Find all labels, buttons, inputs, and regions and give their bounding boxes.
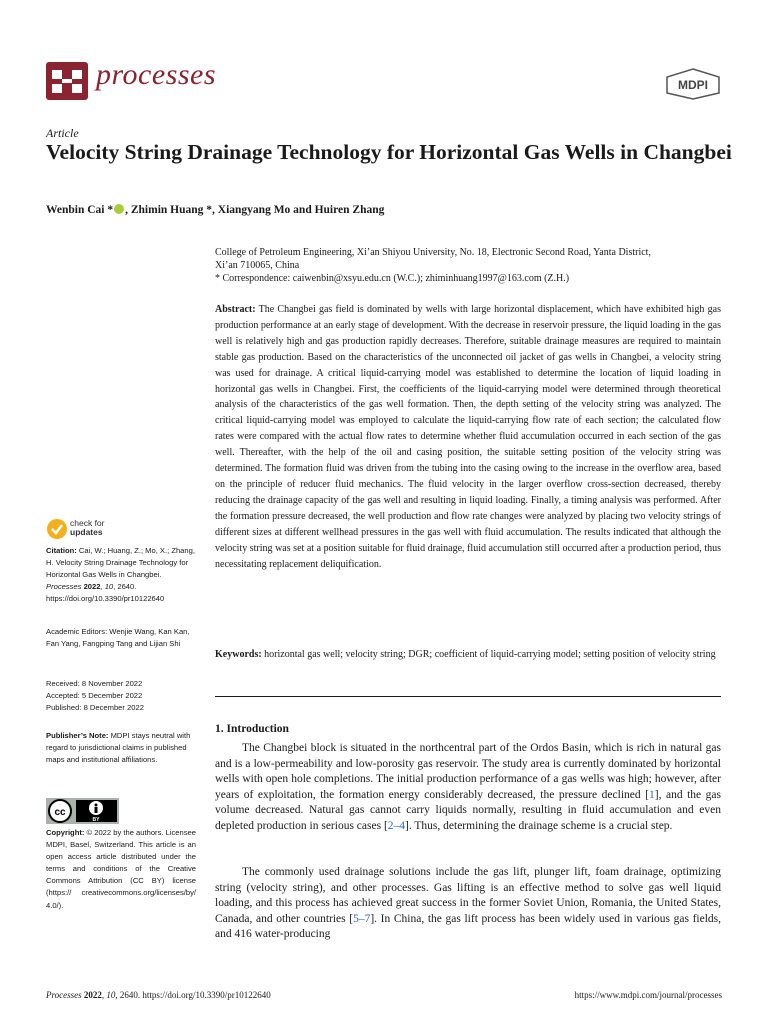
intro-p1-text-c: ]. Thus, determining the drainage scheme is a crucial step. xyxy=(405,819,673,832)
ref-link-1[interactable]: 1 xyxy=(648,788,655,801)
footer-journal: Processes xyxy=(46,990,82,1000)
copyright-label: Copyright: xyxy=(46,828,85,837)
abstract xyxy=(215,302,721,572)
citation-year: 2022 xyxy=(81,582,101,592)
publisher-note-text: MDPI stays neutral with regard to jurisdictional claims in published maps and institutional affiliations. xyxy=(46,731,191,765)
abstract-label: Abstract: xyxy=(215,304,256,315)
ref-link-5-7[interactable]: 5–7 xyxy=(353,912,371,925)
journal-name: processes xyxy=(96,58,217,91)
footer-volume: , 10 xyxy=(101,990,116,1000)
publisher-note-label: Publisher’s Note: xyxy=(46,731,109,740)
copyright-notice xyxy=(46,827,196,912)
intro-heading: 1. Introduction xyxy=(215,723,289,735)
cc-by-license-icon[interactable] xyxy=(46,798,119,824)
intro-p1-text-a: The Changbei block is situated in the northcentral part of the Ordos Basin, which is rich in natural gas and is a low-permeability and low-porosity gas reservoir. The study area is currently dominated by horizontal wells with open hole completions. The initial production performance of a gas wells was high; however, after years of exploitation, the formation energy considerably decreased, the pressure declined [ xyxy=(215,742,721,801)
svg-text:cc: cc xyxy=(54,807,66,818)
cc-by-label: BY xyxy=(92,817,100,823)
intro-p1-text-b: ], and the gas volume decreased. Natural gas cannot carry liquids normally, resulting in fluid accumulation and even depleted production in serious cases [ xyxy=(215,788,721,832)
ref-link-2-4[interactable]: 2–4 xyxy=(387,819,406,832)
abstract-text: The Changbei gas field is dominated by wells with large horizontal displacement, which have exhibited high gas production performance at an early stage of development. With the decrease in reservoir pressure, the liquid loading in the gas well is relatively high and gas production rapidly decreases. Therefore, suitable drainage measures are required to maintain stable gas production. Based on the characteristics of the unconnected oil jacket of gas wells in Changbei, a velocity string was used for drainage. A critical liquid-carrying model was established to determine the location of liquid loading in horizontal gas wells in Changbei. First, the coefficients of the liquid-carrying model were determined through theoretical analysis of the characteristics of the gas well formation. Then, the depth setting of the velocity string was analyzed. The critical liquid-carrying model was employed to calculate the liquid-carrying flow rate of each section; the calculated flow rates were compared with the actual flow rates to determine whether fluid accumulation occurred in each section of the gas well. Thereafter, with the help of the oil and casing position, the suitable setting position of the velocity string was determined. The formation fluid was driven from the tubing into the casing owing to the increase in the overflow area, based on the principle of reducer fluid mechanics. The fluid velocity in the larger overflow cross-section decreased, thereby reducing the drainage capacity of the gas well and resulting in liquid loading. Finally, a timing analysis was performed. After the formation pressure decreased, the well production and flow rate changes were analyzed by placing two velocity strings of different sizes at different wellhead pressures in the gas well with fluid accumulation. The results indicated that although the velocity string was set at a position suitable for fluid drainage, fluid accumulation still occurred after a production period, thus necessitating replacement deliquification. xyxy=(215,304,721,570)
check-updates-line-2: updates xyxy=(70,527,103,537)
copyright-text: © 2022 by the authors. Licensee MDPI, Basel, Switzerland. This article is an open access article distributed under the terms and conditions of the Creative Commons Attribution (CC BY) license (https:// creativecommons.org/licenses/by/ 4.0/). xyxy=(46,828,196,910)
keywords-label: Keywords: xyxy=(215,649,262,660)
intro-paragraph-1 xyxy=(215,741,721,835)
author-list xyxy=(46,204,384,216)
intro-p2-text-b: ]. In China, the gas lift process has been widely used in various gas fields, and 416 water-producing xyxy=(215,912,721,941)
correspondence: * Correspondence: caiwenbin@xsyu.edu.cn (W.C.); zhiminhuang1997@163.com (Z.H.) xyxy=(215,273,570,284)
date-received: Received: 8 November 2022 xyxy=(46,679,143,688)
processes-logo-icon xyxy=(46,62,88,100)
check-for-updates-label[interactable] xyxy=(70,519,105,537)
footer-year: 2022 xyxy=(81,990,102,1000)
date-accepted: Accepted: 5 December 2022 xyxy=(46,691,143,701)
academic-editors: Academic Editors: Wenjie Wang, Kan Kan, Fan Yang, Fangping Tang and Lijian Shi xyxy=(46,627,190,649)
publisher-note xyxy=(46,730,196,766)
intro-p2-text-a: The commonly used drainage solutions include the gas lift, plunger lift, foam drainage, optimizing string (velocity string), and other processes. Gas lifting is an effective method to solve gas well liquid loading, and this process has achieved great success in the former Soviet Union, Romania, the United States, Canada, and other countries [ xyxy=(215,866,721,925)
citation-text: Cai, W.; Huang, Z.; Mo, X.; Zhang, H. Velocity String Drainage Technology for Horizontal Gas Wells in Changbei. xyxy=(46,546,195,580)
intro-paragraph-2 xyxy=(215,865,721,943)
check-for-updates-icon[interactable] xyxy=(46,517,68,541)
affiliation-line-1: College of Petroleum Engineering, Xi’an Shiyou University, No. 18, Electronic Second Road, Yanta District, xyxy=(215,247,651,258)
article-title: Velocity String Drainage Technology for Horizontal Gas Wells in Changbei xyxy=(46,140,732,164)
keywords-text: horizontal gas well; velocity string; DGR; coefficient of liquid-carrying model; setting position of velocity string xyxy=(261,649,716,660)
affiliation-block xyxy=(215,246,721,285)
footer-doi[interactable]: , 2640. https://doi.org/10.3390/pr10122640 xyxy=(115,990,271,1000)
section-divider xyxy=(215,696,721,697)
author-first: Wenbin Cai * xyxy=(46,204,114,216)
mdpi-logo-text: MDPI xyxy=(678,78,708,92)
citation-journal: Processes xyxy=(46,582,82,592)
footer-journal-url[interactable]: https://www.mdpi.com/journal/processes xyxy=(574,990,722,1000)
footer-citation xyxy=(46,990,271,1000)
citation-label: Citation: xyxy=(46,546,77,555)
citation-doi[interactable]: , 2640. https://doi.org/10.3390/pr10122640 xyxy=(46,582,165,604)
date-published: Published: 8 December 2022 xyxy=(46,703,144,713)
citation-block xyxy=(46,545,196,605)
article-type: Article xyxy=(46,126,79,140)
citation-volume: , 10 xyxy=(100,582,114,592)
article-dates xyxy=(46,678,196,714)
keywords xyxy=(215,647,721,663)
orcid-icon[interactable] xyxy=(114,204,124,214)
affiliation-line-2: Xi’an 710065, China xyxy=(215,260,300,271)
author-rest: , Zhimin Huang *, Xiangyang Mo and Huiren Zhang xyxy=(125,204,385,216)
mdpi-logo-icon xyxy=(665,68,721,100)
check-updates-line-1: check for xyxy=(70,518,105,528)
